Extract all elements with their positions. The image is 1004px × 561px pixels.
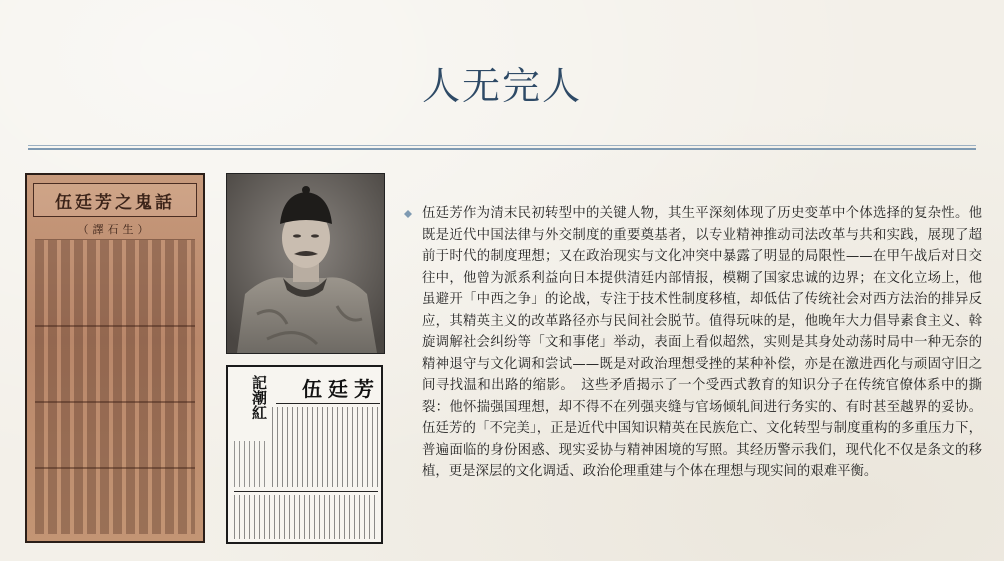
clipping-byline: （譯石生） bbox=[77, 223, 153, 236]
newspaper-clipping-right bbox=[226, 365, 383, 544]
clipping-headline: 伍廷芳之鬼話 bbox=[33, 183, 197, 217]
title-divider-top bbox=[28, 145, 976, 146]
clipping-text-columns bbox=[234, 495, 378, 539]
clipping-text-columns bbox=[272, 407, 378, 487]
body-paragraph: 伍廷芳作为清末民初转型中的关键人物，其生平深刻体现了历史变革中个体选择的复杂性。他既是近代中国法律与外交制度的重要奠基者，以专业精神推动司法改革与共和实践，展现了超前于时代的制度理想；又在政治现实与文化冲突中暴露了明显的局限性——在甲午战后对日交往中，他曾为派系利益向日本提供清廷内部情报，模糊了国家忠诚的边界；在文化立场上，他虽避开「中西之争」的论战，专注于技术性制度移植，却低估了传统社会对西方法治的排异反应，其精英主义的改革路径亦与民间社会脱节。值得玩味的是，他晚年大力倡导素食主义、斡旋调解社会纠纷等「文和事佬」举动，表面上看似超然，实则是其身处动荡时局中一种无奈的精神退守与文化调和尝试——既是对政治理想受挫的某种补偿，亦是在激进西化与顽固守旧之间寻找温和出路的缩影。 这些矛盾揭示了一个受西式教育的知识分子在传统官僚体系中的撕裂：他怀揣强国理想，却不得不在列强夹缝与官场倾轧间进行务实的、有时甚至越界的妥协。伍廷芳的「不完美」，正是近代中国知识精英在民族危亡、文化转型与制度重构的多重压力下，普遍面临的身份困惑、现实妥协与精神困境的写照。其经历警示我们，现代化不仅是条文的移植，更是深层的文化调适、政治伦理重建与个体在理想与现实间的艰难平衡。 bbox=[422, 206, 982, 479]
portrait-illustration bbox=[227, 174, 384, 353]
portrait-photo bbox=[226, 173, 385, 354]
clipping-side-heading: 記潮紅 bbox=[250, 375, 268, 420]
newspaper-clipping-left bbox=[25, 173, 205, 543]
clipping-rule bbox=[35, 401, 195, 403]
clipping-masthead: 伍廷芳 bbox=[276, 373, 380, 404]
clipping-rule bbox=[234, 491, 378, 492]
slide-title: 人无完人 bbox=[421, 64, 582, 108]
clipping-rule bbox=[35, 467, 195, 469]
clipping-rule bbox=[35, 325, 195, 327]
clipping-text-columns bbox=[234, 441, 268, 487]
diamond-bullet-icon bbox=[404, 210, 412, 218]
clipping-text-columns bbox=[35, 239, 195, 534]
title-divider-bottom bbox=[28, 148, 976, 150]
